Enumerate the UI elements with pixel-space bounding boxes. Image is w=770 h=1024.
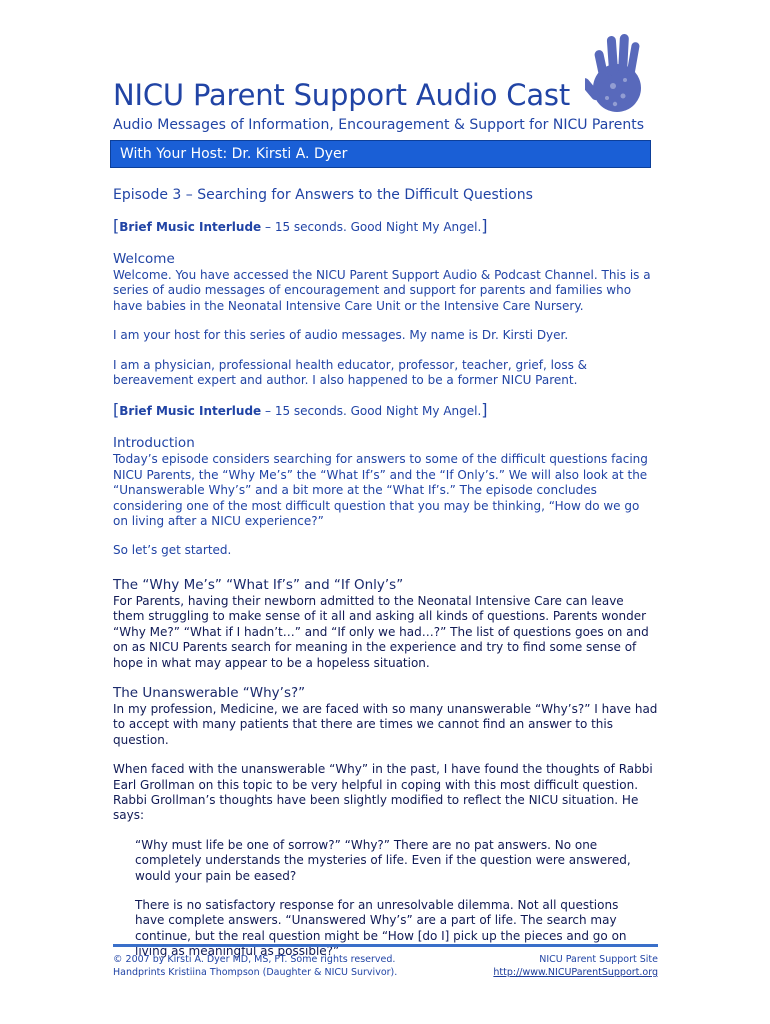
footer-site xyxy=(493,953,658,979)
footer-site-name: NICU Parent Support Site xyxy=(539,954,658,965)
welcome-paragraph-2: I am your host for this series of audio messages. My name is Dr. Kirsti Dyer. xyxy=(113,328,569,343)
why-me-paragraph-1: For Parents, having their newborn admitted to the Neonatal Intensive Care can leave them struggling to make sense of it all and asking all kinds of questions. Parents wonder “Why Me?” “What if I hadn’t…” and “If only we had…?” The list of questions goes on and on as NICU Parents search for meaning in the experience and try to find some sense of hope in what may appear to be a hopeless situation. xyxy=(113,593,649,670)
music-interlude-1 xyxy=(113,218,658,235)
host-bar: With Your Host: Dr. Kirsti A. Dyer xyxy=(110,140,651,168)
welcome-paragraph-3: I am a physician, professional health educator, professor, teacher, grief, loss & bereavement expert and author. I also happened to be a former NICU Parent. xyxy=(113,357,588,388)
introduction-heading: Introduction xyxy=(113,435,195,452)
welcome-heading: Welcome xyxy=(113,251,175,267)
footer-credits xyxy=(113,953,397,979)
unanswerable-paragraph-2: When faced with the unanswerable “Why” in the past, I have found the thoughts of Rabbi Earl Grollman on this topic to be very helpful in coping with this most difficult question. Rabbi Grollman’s thoughts have been slightly modified to reflect the NICU situation. He says: xyxy=(113,762,653,823)
episode-title: Episode 3 – Searching for Answers to the Difficult Questions xyxy=(113,187,533,203)
grollman-quote-2: There is no satisfactory response for an unresolvable dilemma. Not all questions have complete answers. “Unanswered Why’s” are a part of life. The search may continue, but the real question might be “How [do I] pick up the pieces and go on living as meaningful as possible?” xyxy=(135,897,627,959)
music-interlude-detail: – 15 seconds. Good Night My Angel. xyxy=(261,220,482,234)
unanswerable-heading: The Unanswerable “Why’s?” xyxy=(113,684,306,701)
welcome-paragraph-1: Welcome. You have accessed the NICU Parent Support Audio & Podcast Channel. This is a series of audio messages of encouragement and support for parents and families who have babies in the Neonatal Intensive Care Unit or the Intensive Care Nursery. xyxy=(113,268,651,313)
grollman-quote-1: “Why must life be one of sorrow?” “Why?” There are no pat answers. No one completely understands the mysteries of life. Even if the question were answered, would your pain be eased? xyxy=(135,837,631,883)
footer-divider xyxy=(113,944,658,947)
bracket-open: [ xyxy=(113,216,120,235)
introduction-paragraph-2: So let’s get started. xyxy=(113,543,232,558)
bracket-open: [ xyxy=(113,400,120,420)
unanswerable-paragraph-1: In my profession, Medicine, we are faced with so many unanswerable “Why’s?” I have had to accept with many patients that there are times we cannot find an answer to this question. xyxy=(113,701,658,747)
why-me-heading: The “Why Me’s” “What If’s” and “If Only’s” xyxy=(113,576,404,593)
footer-site-link[interactable]: http://www.NICUParentSupport.org xyxy=(493,967,658,978)
bracket-close: ] xyxy=(481,400,488,420)
music-interlude-label: Brief Music Interlude xyxy=(119,220,262,234)
page-title: NICU Parent Support Audio Cast xyxy=(113,78,570,112)
handprint-icon xyxy=(585,26,647,118)
introduction-paragraph-1: Today’s episode considers searching for answers to some of the difficult questions facing NICU Parents, the “Why Me’s” the “What If’s” and the “If Only’s.” We will also look at the “Unanswerable Why’s” and a bit more at the “What If’s.” The episode concludes considering one of the most difficult question that you may be thinking, “How do we go on living after a NICU experience?” xyxy=(113,452,648,529)
footer-copyright: © 2007 by Kirsti A. Dyer MD, MS, FT. Some rights reserved. xyxy=(113,954,396,965)
document-body xyxy=(113,186,658,974)
bracket-close: ] xyxy=(481,216,488,235)
music-interlude-2 xyxy=(113,402,658,419)
music-interlude-detail: – 15 seconds. Good Night My Angel. xyxy=(261,404,482,419)
page-subtitle: Audio Messages of Information, Encouragement & Support for NICU Parents xyxy=(113,117,645,133)
footer-handprints-credit: Handprints Kristiina Thompson (Daughter & NICU Survivor). xyxy=(113,967,398,978)
music-interlude-label: Brief Music Interlude xyxy=(119,404,262,419)
